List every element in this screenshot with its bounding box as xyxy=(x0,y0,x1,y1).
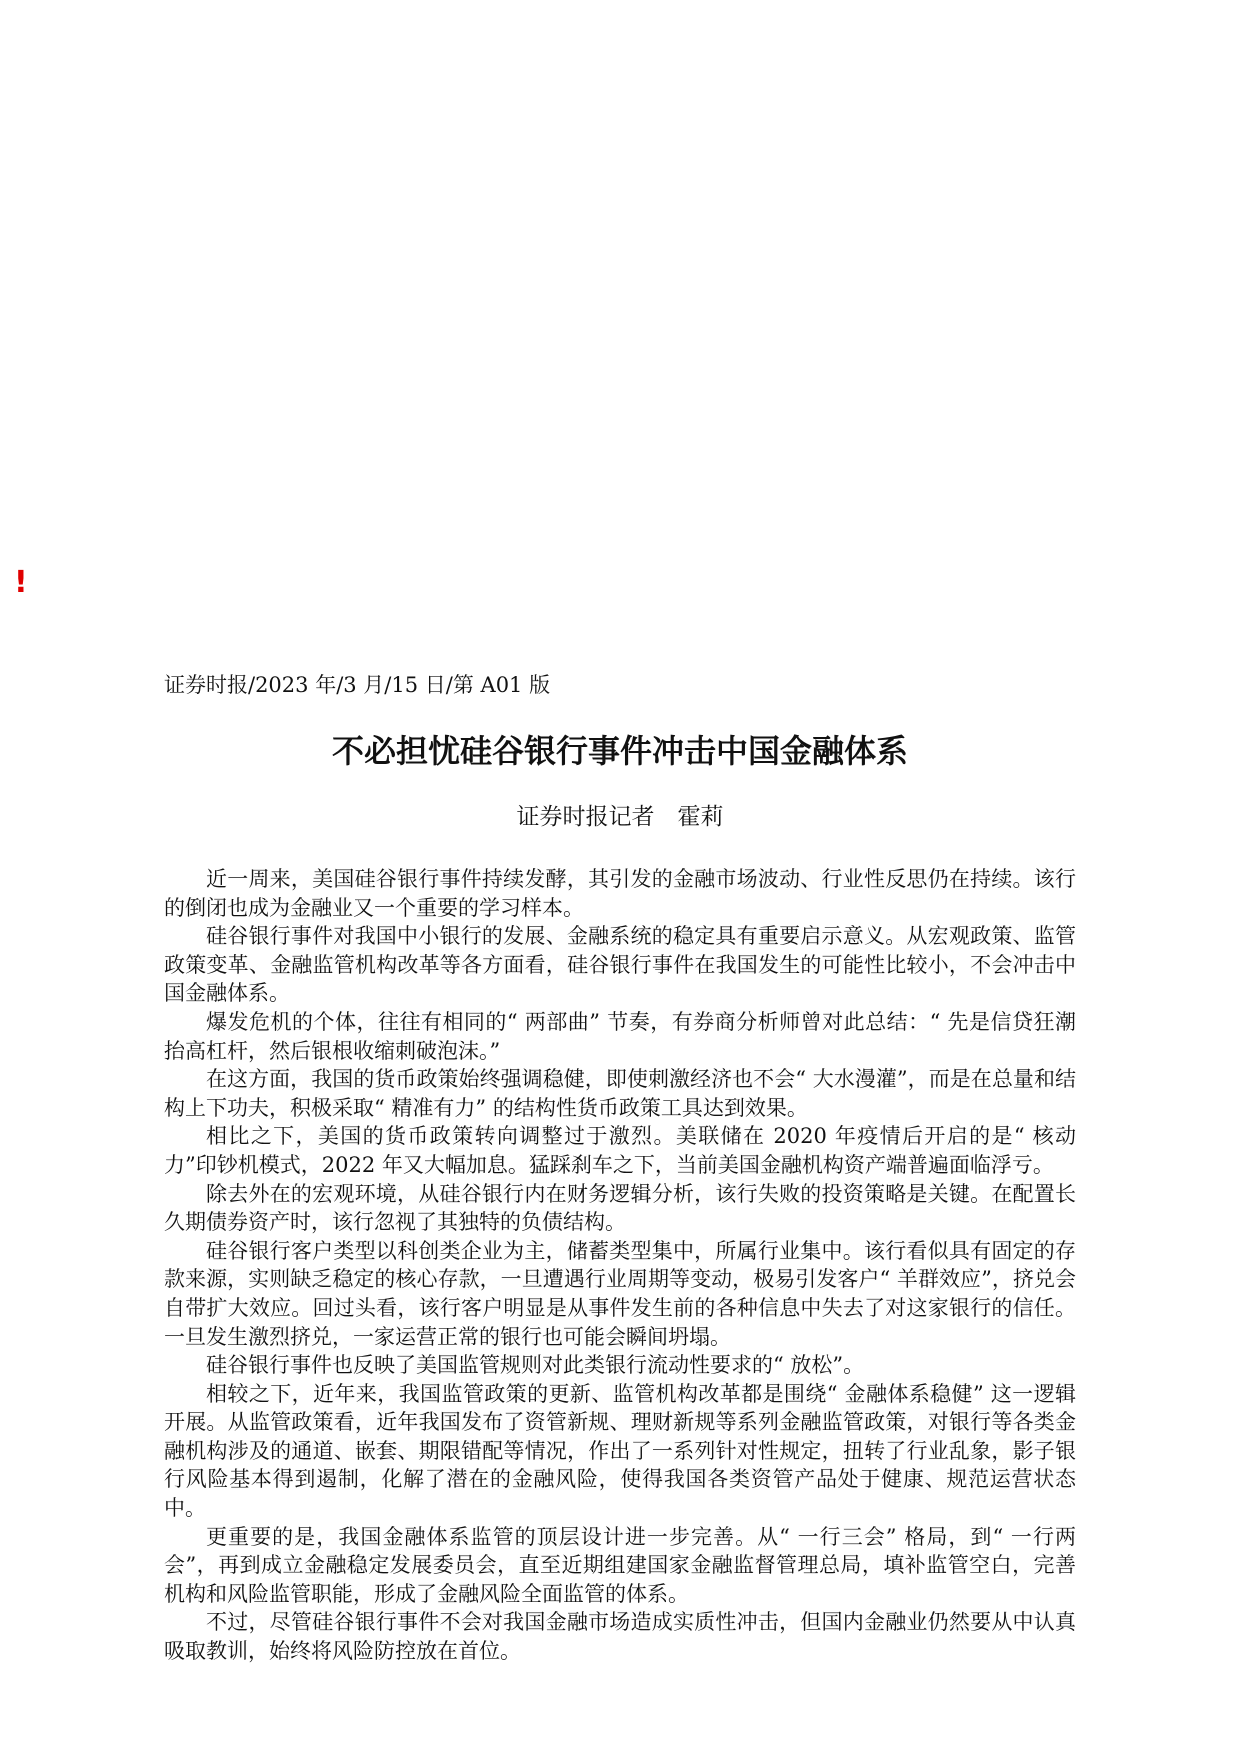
byline: 证券时报记者 霍莉 xyxy=(516,804,724,830)
warning-mark: ! xyxy=(14,565,28,600)
paragraph: 除去外在的宏观环境，从硅谷银行内在财务逻辑分析，该行失败的投资策略是关键。在配置长久期债券资产时，该行忽视了其独特的负债结构。 xyxy=(164,1181,1076,1235)
paragraph: 硅谷银行事件也反映了美国监管规则对此类银行流动性要求的“ 放松”。 xyxy=(206,1353,865,1378)
paragraph: 相较之下，近年来，我国监管政策的更新、监管机构改革都是围绕“ 金融体系稳健” 这一逻辑开展。从监管政策看，近年我国发布了资管新规、理财新规等系列金融监管政策，对银行等各类金融机构涉及的通道、嵌套、期限错配等情况，作出了一系列针对性规定，扭转了行业乱象，影子银行风险基本得到遏制，化解了潜在的金融风险，使得我国各类资管产品处于健康、规范运营状态中。 xyxy=(164,1381,1076,1521)
article-body xyxy=(164,865,1076,1666)
paragraph: 近一周来，美国硅谷银行事件持续发酵，其引发的金融市场波动、行业性反思仍在持续。该行的倒闭也成为金融业又一个重要的学习样本。 xyxy=(164,867,1076,920)
paragraph: 更重要的是，我国金融体系监管的顶层设计进一步完善。从“ 一行三会” 格局，到“ 一行两会”，再到成立金融稳定发展委员会，直至近期组建国家金融监督管理总局，填补监管空白，完善机构和风险监管职能，形成了金融风险全面监管的体系。 xyxy=(164,1524,1076,1606)
article-title: 不必担忧硅谷银行事件冲击中国金融体系 xyxy=(331,732,908,770)
source-line: 证券时报/2023 年/3 月/15 日/第 A01 版 xyxy=(164,673,551,697)
paragraph: 相比之下，美国的货币政策转向调整过于激烈。美联储在 2020 年疫情后开启的是“ 核动力”印钞机模式，2022 年又大幅加息。猛踩刹车之下，当前美国金融机构资产端普遍面临浮亏。 xyxy=(164,1124,1076,1177)
paragraph: 不过，尽管硅谷银行事件不会对我国金融市场造成实质性冲击，但国内金融业仍然要从中认真吸取教训，始终将风险防控放在首位。 xyxy=(164,1610,1076,1664)
paragraph: 硅谷银行事件对我国中小银行的发展、金融系统的稳定具有重要启示意义。从宏观政策、监管政策变革、金融监管机构改革等各方面看，硅谷银行事件在我国发生的可能性比较小，不会冲击中国金融体系。 xyxy=(164,924,1076,1006)
paragraph: 在这方面，我国的货币政策始终强调稳健，即使刺激经济也不会“ 大水漫灌”，而是在总量和结构上下功夫，积极采取“ 精准有力” 的结构性货币政策工具达到效果。 xyxy=(164,1067,1076,1120)
paragraph: 硅谷银行客户类型以科创类企业为主，储蓄类型集中，所属行业集中。该行看似具有固定的存款来源，实则缺乏稳定的核心存款，一旦遭遇行业周期等变动，极易引发客户“ 羊群效应”，挤兑会自带扩大效应。回过头看，该行客户明显是从事件发生前的各种信息中失去了对这家银行的信任。一旦发生激烈挤兑，一家运营正常的银行也可能会瞬间坍塌。 xyxy=(164,1238,1076,1349)
paragraph: 爆发危机的个体，往往有相同的“ 两部曲” 节奏，有券商分析师曾对此总结：“ 先是信贷狂潮抬高杠杆，然后银根收缩刺破泡沫。” xyxy=(164,1009,1076,1063)
